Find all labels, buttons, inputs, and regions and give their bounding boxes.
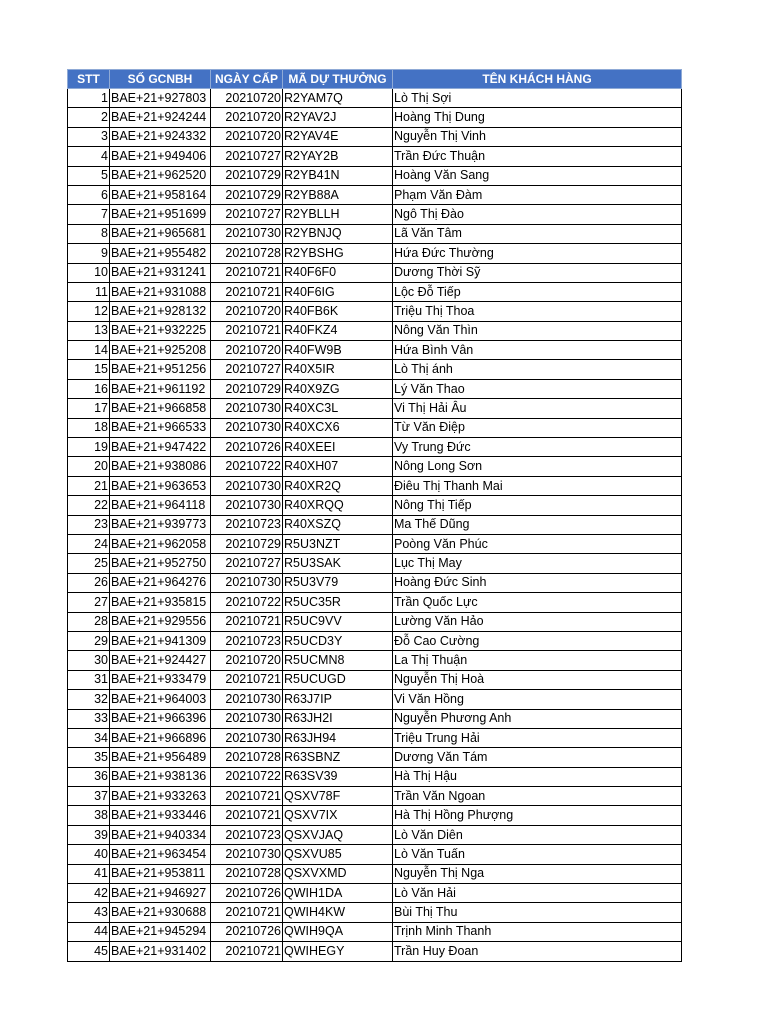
cell-ten-khach-hang: Dương Thời Sỹ: [393, 263, 682, 282]
cell-stt: 20: [68, 457, 110, 476]
cell-ma-du-thuong: R40XCX6: [283, 418, 393, 437]
cell-ma-du-thuong: R40FW9B: [283, 341, 393, 360]
cell-ten-khach-hang: Hứa Bình Vân: [393, 341, 682, 360]
table-row: [68, 166, 682, 185]
table-row: [68, 903, 682, 922]
cell-so-gcnbh: BAE+21+945294: [110, 922, 211, 941]
table-row: [68, 554, 682, 573]
cell-ma-du-thuong: R40FKZ4: [283, 321, 393, 340]
cell-stt: 1: [68, 89, 110, 108]
cell-so-gcnbh: BAE+21+955482: [110, 244, 211, 263]
table-row: [68, 864, 682, 883]
cell-so-gcnbh: BAE+21+935815: [110, 593, 211, 612]
cell-ngay-cap: 20210730: [211, 418, 283, 437]
cell-ma-du-thuong: R40XC3L: [283, 399, 393, 418]
cell-so-gcnbh: BAE+21+964118: [110, 496, 211, 515]
cell-ma-du-thuong: R40F6F0: [283, 263, 393, 282]
header-stt: STT: [68, 70, 110, 89]
cell-ngay-cap: 20210723: [211, 631, 283, 650]
cell-so-gcnbh: BAE+21+939773: [110, 515, 211, 534]
cell-ngay-cap: 20210730: [211, 845, 283, 864]
cell-ten-khach-hang: Phạm Văn Đàm: [393, 185, 682, 204]
cell-ten-khach-hang: Từ Văn Điệp: [393, 418, 682, 437]
cell-ma-du-thuong: R40F6IG: [283, 282, 393, 301]
table-row: [68, 806, 682, 825]
cell-so-gcnbh: BAE+21+924427: [110, 651, 211, 670]
cell-so-gcnbh: BAE+21+931402: [110, 942, 211, 961]
table-row: [68, 922, 682, 941]
cell-ma-du-thuong: QWIH1DA: [283, 884, 393, 903]
cell-ngay-cap: 20210729: [211, 379, 283, 398]
table-row: [68, 185, 682, 204]
cell-ma-du-thuong: R5UC35R: [283, 593, 393, 612]
cell-ten-khach-hang: Vi Văn Hồng: [393, 690, 682, 709]
table-row: [68, 767, 682, 786]
cell-ma-du-thuong: R2YAV2J: [283, 108, 393, 127]
cell-ngay-cap: 20210728: [211, 244, 283, 263]
cell-ten-khach-hang: La Thị Thuận: [393, 651, 682, 670]
cell-stt: 40: [68, 845, 110, 864]
cell-ngay-cap: 20210722: [211, 767, 283, 786]
cell-ten-khach-hang: Trần Huy Đoan: [393, 942, 682, 961]
cell-so-gcnbh: BAE+21+946927: [110, 884, 211, 903]
table-row: [68, 457, 682, 476]
cell-ten-khach-hang: Bùi Thị Thu: [393, 903, 682, 922]
cell-ma-du-thuong: QSXVJAQ: [283, 825, 393, 844]
cell-ten-khach-hang: Đỗ Cao Cường: [393, 631, 682, 650]
cell-so-gcnbh: BAE+21+929556: [110, 612, 211, 631]
cell-so-gcnbh: BAE+21+966396: [110, 709, 211, 728]
cell-ngay-cap: 20210720: [211, 89, 283, 108]
table-row: [68, 787, 682, 806]
cell-ma-du-thuong: QWIH9QA: [283, 922, 393, 941]
cell-ngay-cap: 20210730: [211, 496, 283, 515]
cell-ngay-cap: 20210729: [211, 534, 283, 553]
cell-stt: 21: [68, 476, 110, 495]
cell-ten-khach-hang: Nông Thị Tiếp: [393, 496, 682, 515]
cell-ten-khach-hang: Poòng Văn Phúc: [393, 534, 682, 553]
cell-ten-khach-hang: Vy Trung Đức: [393, 438, 682, 457]
cell-stt: 10: [68, 263, 110, 282]
cell-ngay-cap: 20210730: [211, 399, 283, 418]
cell-ma-du-thuong: QSXVXMD: [283, 864, 393, 883]
cell-ngay-cap: 20210720: [211, 302, 283, 321]
customer-table: [67, 69, 682, 962]
cell-ten-khach-hang: Nguyễn Thị Vinh: [393, 127, 682, 146]
table-row: [68, 728, 682, 747]
table-row: [68, 825, 682, 844]
cell-stt: 6: [68, 185, 110, 204]
cell-so-gcnbh: BAE+21+966858: [110, 399, 211, 418]
cell-stt: 35: [68, 748, 110, 767]
cell-ma-du-thuong: R2YAV4E: [283, 127, 393, 146]
cell-stt: 29: [68, 631, 110, 650]
cell-ten-khach-hang: Hoàng Văn Sang: [393, 166, 682, 185]
cell-stt: 7: [68, 205, 110, 224]
cell-stt: 24: [68, 534, 110, 553]
cell-so-gcnbh: BAE+21+924244: [110, 108, 211, 127]
cell-stt: 8: [68, 224, 110, 243]
cell-stt: 13: [68, 321, 110, 340]
cell-so-gcnbh: BAE+21+928132: [110, 302, 211, 321]
cell-ngay-cap: 20210726: [211, 884, 283, 903]
cell-ma-du-thuong: QSXV78F: [283, 787, 393, 806]
cell-ten-khach-hang: Trịnh Minh Thanh: [393, 922, 682, 941]
cell-stt: 25: [68, 554, 110, 573]
cell-so-gcnbh: BAE+21+933263: [110, 787, 211, 806]
cell-so-gcnbh: BAE+21+938086: [110, 457, 211, 476]
cell-ten-khach-hang: Hà Thị Hậu: [393, 767, 682, 786]
cell-ten-khach-hang: Ngô Thị Đào: [393, 205, 682, 224]
cell-so-gcnbh: BAE+21+966533: [110, 418, 211, 437]
cell-stt: 32: [68, 690, 110, 709]
table-row: [68, 612, 682, 631]
cell-ngay-cap: 20210727: [211, 554, 283, 573]
cell-stt: 42: [68, 884, 110, 903]
cell-so-gcnbh: BAE+21+963653: [110, 476, 211, 495]
cell-stt: 3: [68, 127, 110, 146]
header-ten-khach-hang: TÊN KHÁCH HÀNG: [393, 70, 682, 89]
cell-ten-khach-hang: Triệu Trung Hải: [393, 728, 682, 747]
table-row: [68, 108, 682, 127]
cell-ma-du-thuong: R2YB88A: [283, 185, 393, 204]
cell-ma-du-thuong: R40X5IR: [283, 360, 393, 379]
cell-so-gcnbh: BAE+21+962058: [110, 534, 211, 553]
cell-ten-khach-hang: Nguyễn Thị Nga: [393, 864, 682, 883]
table-header-row: [68, 70, 682, 89]
cell-ten-khach-hang: Nông Long Sơn: [393, 457, 682, 476]
cell-ma-du-thuong: R5UCMN8: [283, 651, 393, 670]
cell-so-gcnbh: BAE+21+938136: [110, 767, 211, 786]
cell-stt: 12: [68, 302, 110, 321]
cell-stt: 19: [68, 438, 110, 457]
cell-so-gcnbh: BAE+21+933479: [110, 670, 211, 689]
table-row: [68, 748, 682, 767]
cell-so-gcnbh: BAE+21+925208: [110, 341, 211, 360]
cell-ngay-cap: 20210730: [211, 690, 283, 709]
table-row: [68, 631, 682, 650]
cell-stt: 18: [68, 418, 110, 437]
table-row: [68, 884, 682, 903]
cell-ten-khach-hang: Lường Văn Hảo: [393, 612, 682, 631]
cell-ten-khach-hang: Hoàng Đức Sinh: [393, 573, 682, 592]
cell-ma-du-thuong: QWIHEGY: [283, 942, 393, 961]
cell-stt: 4: [68, 147, 110, 166]
cell-stt: 39: [68, 825, 110, 844]
cell-ma-du-thuong: R40XEEI: [283, 438, 393, 457]
cell-ten-khach-hang: Nguyễn Phương Anh: [393, 709, 682, 728]
cell-so-gcnbh: BAE+21+949406: [110, 147, 211, 166]
cell-ngay-cap: 20210726: [211, 922, 283, 941]
table-row: [68, 593, 682, 612]
cell-ma-du-thuong: R5U3NZT: [283, 534, 393, 553]
cell-ten-khach-hang: Vi Thị Hải Âu: [393, 399, 682, 418]
cell-ngay-cap: 20210721: [211, 787, 283, 806]
table-row: [68, 341, 682, 360]
cell-stt: 11: [68, 282, 110, 301]
cell-ten-khach-hang: Ma Thế Dũng: [393, 515, 682, 534]
table-row: [68, 224, 682, 243]
cell-ngay-cap: 20210720: [211, 108, 283, 127]
cell-so-gcnbh: BAE+21+962520: [110, 166, 211, 185]
cell-ten-khach-hang: Trần Quốc Lực: [393, 593, 682, 612]
table-row: [68, 127, 682, 146]
cell-ngay-cap: 20210721: [211, 321, 283, 340]
cell-ma-du-thuong: R5U3V79: [283, 573, 393, 592]
header-ma-du-thuong: MÃ DỰ THƯỞNG: [283, 70, 393, 89]
cell-stt: 36: [68, 767, 110, 786]
cell-ngay-cap: 20210730: [211, 476, 283, 495]
cell-ma-du-thuong: R2YBNJQ: [283, 224, 393, 243]
cell-so-gcnbh: BAE+21+958164: [110, 185, 211, 204]
cell-ngay-cap: 20210730: [211, 709, 283, 728]
cell-ma-du-thuong: R63J7IP: [283, 690, 393, 709]
cell-ma-du-thuong: R2YB41N: [283, 166, 393, 185]
cell-ngay-cap: 20210721: [211, 942, 283, 961]
cell-stt: 44: [68, 922, 110, 941]
cell-stt: 45: [68, 942, 110, 961]
cell-stt: 15: [68, 360, 110, 379]
table-row: [68, 438, 682, 457]
cell-stt: 37: [68, 787, 110, 806]
cell-ma-du-thuong: QSXV7IX: [283, 806, 393, 825]
cell-so-gcnbh: BAE+21+951256: [110, 360, 211, 379]
table-row: [68, 89, 682, 108]
table-body: [68, 89, 682, 962]
cell-ten-khach-hang: Lò Văn Hải: [393, 884, 682, 903]
cell-stt: 22: [68, 496, 110, 515]
table-row: [68, 534, 682, 553]
cell-so-gcnbh: BAE+21+953811: [110, 864, 211, 883]
cell-ma-du-thuong: R63SBNZ: [283, 748, 393, 767]
cell-ma-du-thuong: R40FB6K: [283, 302, 393, 321]
header-ngay-cap: NGÀY CẤP: [211, 70, 283, 89]
cell-stt: 17: [68, 399, 110, 418]
cell-ma-du-thuong: R40XRQQ: [283, 496, 393, 515]
table-row: [68, 942, 682, 961]
cell-ma-du-thuong: R40XR2Q: [283, 476, 393, 495]
cell-so-gcnbh: BAE+21+932225: [110, 321, 211, 340]
table-row: [68, 690, 682, 709]
cell-ten-khach-hang: Lò Thị ánh: [393, 360, 682, 379]
cell-stt: 9: [68, 244, 110, 263]
cell-ten-khach-hang: Hoàng Thị Dung: [393, 108, 682, 127]
cell-ten-khach-hang: Lý Văn Thao: [393, 379, 682, 398]
cell-ngay-cap: 20210721: [211, 612, 283, 631]
table-row: [68, 845, 682, 864]
table-row: [68, 360, 682, 379]
cell-ma-du-thuong: R40XSZQ: [283, 515, 393, 534]
cell-ngay-cap: 20210723: [211, 515, 283, 534]
table-row: [68, 670, 682, 689]
cell-ten-khach-hang: Lộc Đỗ Tiếp: [393, 282, 682, 301]
cell-ma-du-thuong: QSXVU85: [283, 845, 393, 864]
cell-ngay-cap: 20210720: [211, 651, 283, 670]
cell-so-gcnbh: BAE+21+952750: [110, 554, 211, 573]
cell-stt: 34: [68, 728, 110, 747]
cell-so-gcnbh: BAE+21+965681: [110, 224, 211, 243]
cell-stt: 16: [68, 379, 110, 398]
cell-so-gcnbh: BAE+21+963454: [110, 845, 211, 864]
cell-ten-khach-hang: Nguyễn Thị Hoà: [393, 670, 682, 689]
cell-so-gcnbh: BAE+21+951699: [110, 205, 211, 224]
cell-so-gcnbh: BAE+21+966896: [110, 728, 211, 747]
table-row: [68, 244, 682, 263]
cell-ngay-cap: 20210728: [211, 864, 283, 883]
cell-ten-khach-hang: Lò Văn Tuấn: [393, 845, 682, 864]
header-so-gcnbh: SỐ GCNBH: [110, 70, 211, 89]
cell-ten-khach-hang: Điêu Thị Thanh Mai: [393, 476, 682, 495]
cell-stt: 5: [68, 166, 110, 185]
table-row: [68, 515, 682, 534]
cell-ten-khach-hang: Hà Thị Hồng Phượng: [393, 806, 682, 825]
cell-so-gcnbh: BAE+21+931241: [110, 263, 211, 282]
table-row: [68, 302, 682, 321]
cell-stt: 31: [68, 670, 110, 689]
cell-ten-khach-hang: Nông Văn Thìn: [393, 321, 682, 340]
cell-ma-du-thuong: R5UCD3Y: [283, 631, 393, 650]
cell-ten-khach-hang: Triệu Thị Thoa: [393, 302, 682, 321]
cell-stt: 43: [68, 903, 110, 922]
cell-ma-du-thuong: R63SV39: [283, 767, 393, 786]
cell-ten-khach-hang: Lã Văn Tâm: [393, 224, 682, 243]
cell-so-gcnbh: BAE+21+964276: [110, 573, 211, 592]
cell-stt: 30: [68, 651, 110, 670]
cell-ma-du-thuong: R40XH07: [283, 457, 393, 476]
table-row: [68, 147, 682, 166]
cell-stt: 14: [68, 341, 110, 360]
cell-so-gcnbh: BAE+21+964003: [110, 690, 211, 709]
table-row: [68, 418, 682, 437]
cell-ngay-cap: 20210730: [211, 728, 283, 747]
table-row: [68, 263, 682, 282]
cell-stt: 28: [68, 612, 110, 631]
table-row: [68, 282, 682, 301]
cell-ma-du-thuong: R5U3SAK: [283, 554, 393, 573]
cell-ma-du-thuong: R40X9ZG: [283, 379, 393, 398]
cell-ma-du-thuong: R2YBLLH: [283, 205, 393, 224]
cell-stt: 2: [68, 108, 110, 127]
table-row: [68, 205, 682, 224]
cell-ma-du-thuong: R63JH94: [283, 728, 393, 747]
cell-ma-du-thuong: R5UCUGD: [283, 670, 393, 689]
cell-so-gcnbh: BAE+21+941309: [110, 631, 211, 650]
cell-ngay-cap: 20210720: [211, 127, 283, 146]
cell-ngay-cap: 20210721: [211, 263, 283, 282]
cell-ten-khach-hang: Lục Thị May: [393, 554, 682, 573]
cell-ngay-cap: 20210722: [211, 457, 283, 476]
cell-ngay-cap: 20210729: [211, 185, 283, 204]
cell-ngay-cap: 20210726: [211, 438, 283, 457]
cell-ten-khach-hang: Dương Văn Tám: [393, 748, 682, 767]
cell-ma-du-thuong: R2YAY2B: [283, 147, 393, 166]
cell-so-gcnbh: BAE+21+924332: [110, 127, 211, 146]
cell-ngay-cap: 20210720: [211, 341, 283, 360]
cell-ngay-cap: 20210727: [211, 360, 283, 379]
cell-ten-khach-hang: Lò Văn Diên: [393, 825, 682, 844]
cell-ngay-cap: 20210721: [211, 670, 283, 689]
table-row: [68, 476, 682, 495]
cell-so-gcnbh: BAE+21+930688: [110, 903, 211, 922]
cell-ma-du-thuong: R2YBSHG: [283, 244, 393, 263]
cell-so-gcnbh: BAE+21+947422: [110, 438, 211, 457]
cell-stt: 33: [68, 709, 110, 728]
cell-ngay-cap: 20210722: [211, 593, 283, 612]
table-row: [68, 709, 682, 728]
table-row: [68, 399, 682, 418]
table-row: [68, 321, 682, 340]
cell-ngay-cap: 20210728: [211, 748, 283, 767]
table-row: [68, 573, 682, 592]
table-row: [68, 379, 682, 398]
cell-ngay-cap: 20210729: [211, 166, 283, 185]
cell-ngay-cap: 20210730: [211, 224, 283, 243]
cell-ten-khach-hang: Lò Thị Sợi: [393, 89, 682, 108]
cell-ten-khach-hang: Trần Đức Thuận: [393, 147, 682, 166]
cell-ngay-cap: 20210723: [211, 825, 283, 844]
cell-ngay-cap: 20210727: [211, 147, 283, 166]
cell-stt: 27: [68, 593, 110, 612]
cell-so-gcnbh: BAE+21+956489: [110, 748, 211, 767]
cell-stt: 38: [68, 806, 110, 825]
cell-ngay-cap: 20210721: [211, 282, 283, 301]
cell-so-gcnbh: BAE+21+961192: [110, 379, 211, 398]
cell-ngay-cap: 20210727: [211, 205, 283, 224]
cell-ngay-cap: 20210730: [211, 573, 283, 592]
cell-ten-khach-hang: Trần Văn Ngoan: [393, 787, 682, 806]
cell-stt: 23: [68, 515, 110, 534]
cell-stt: 41: [68, 864, 110, 883]
cell-stt: 26: [68, 573, 110, 592]
cell-so-gcnbh: BAE+21+927803: [110, 89, 211, 108]
cell-ma-du-thuong: R63JH2I: [283, 709, 393, 728]
table-row: [68, 496, 682, 515]
cell-ma-du-thuong: R2YAM7Q: [283, 89, 393, 108]
cell-ten-khach-hang: Hứa Đức Thường: [393, 244, 682, 263]
cell-so-gcnbh: BAE+21+940334: [110, 825, 211, 844]
table-row: [68, 651, 682, 670]
cell-ngay-cap: 20210721: [211, 806, 283, 825]
cell-so-gcnbh: BAE+21+933446: [110, 806, 211, 825]
cell-so-gcnbh: BAE+21+931088: [110, 282, 211, 301]
cell-ma-du-thuong: R5UC9VV: [283, 612, 393, 631]
cell-ngay-cap: 20210721: [211, 903, 283, 922]
cell-ma-du-thuong: QWIH4KW: [283, 903, 393, 922]
